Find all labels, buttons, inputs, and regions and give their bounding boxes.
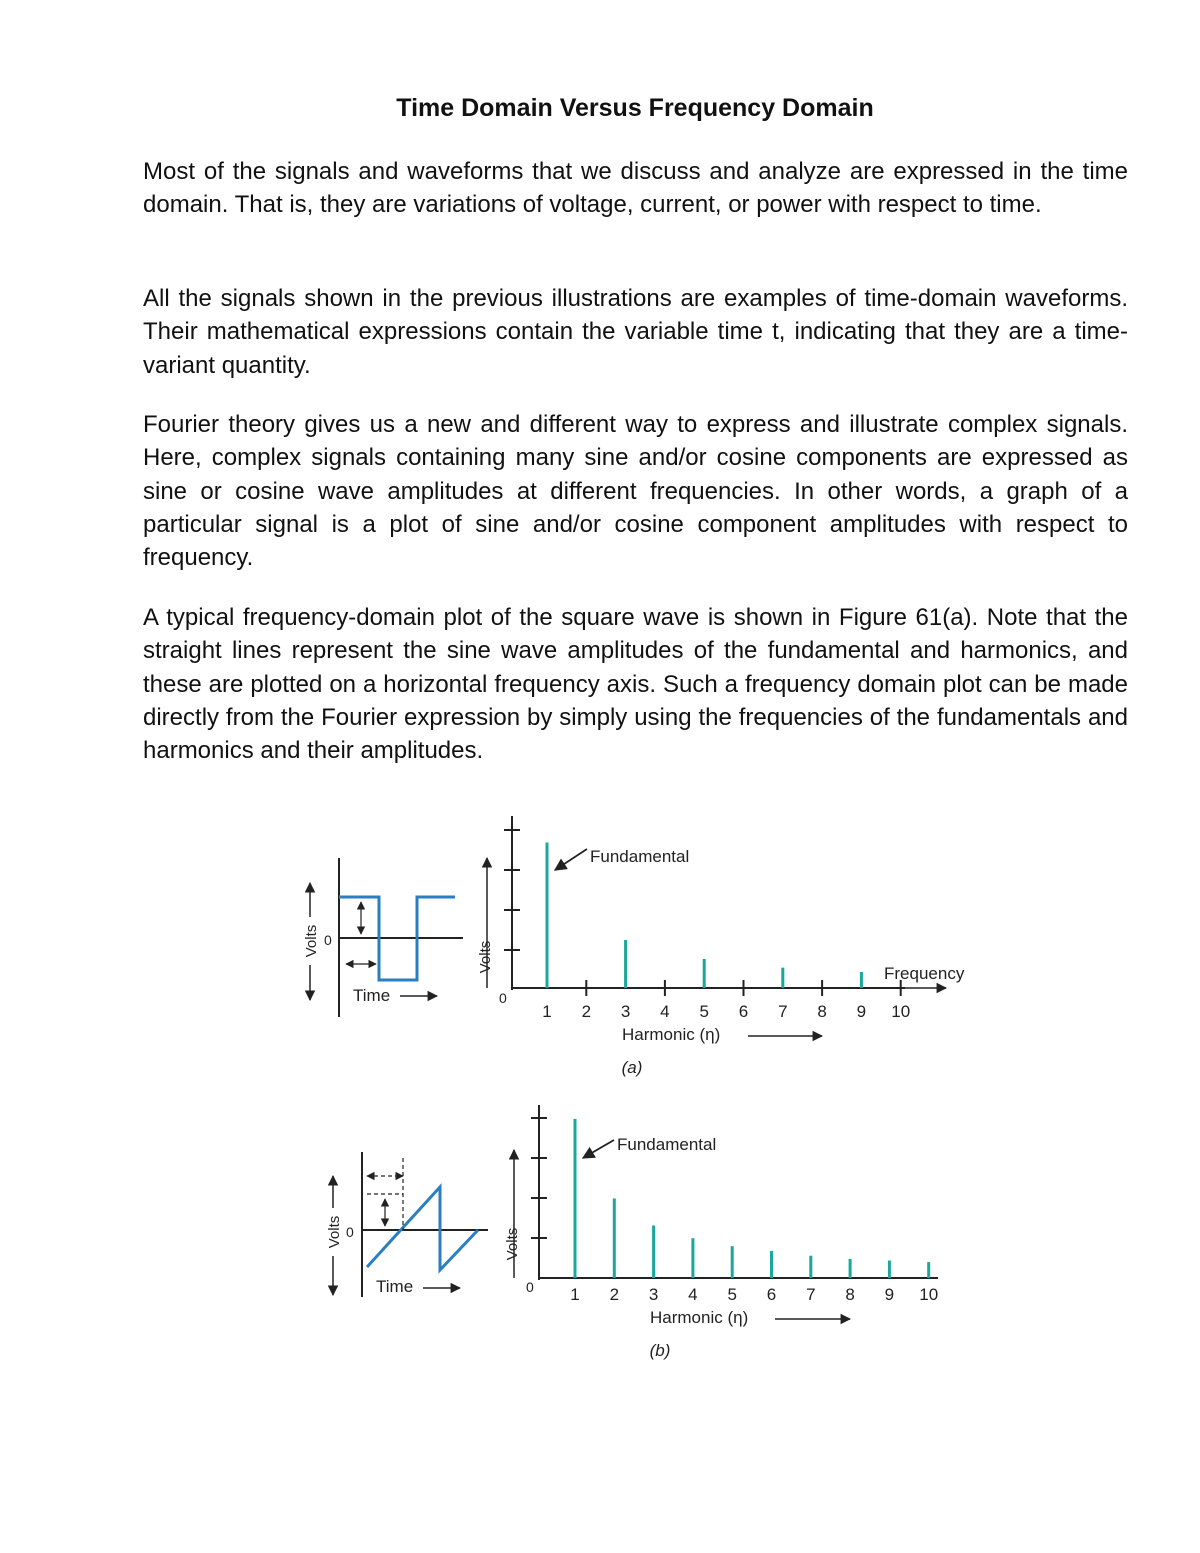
sawtooth-wave-time-plot — [321, 1152, 488, 1297]
tick-label-3: 3 — [620, 1002, 631, 1021]
zero-label: 0 — [346, 1224, 354, 1240]
figure-caption-b: (b) — [649, 1341, 671, 1360]
tick-label-2: 2 — [581, 1002, 592, 1021]
spectrum-bar-4 — [691, 1238, 694, 1278]
sawtooth-spectrum-plot — [504, 1105, 938, 1360]
tick-label-2: 2 — [609, 1285, 620, 1304]
tick-label-4: 4 — [660, 1002, 670, 1021]
tick-label-7: 7 — [778, 1002, 788, 1021]
figure-caption-a: (a) — [621, 1058, 643, 1077]
tick-label-9: 9 — [856, 1002, 867, 1021]
tick-label-6: 6 — [738, 1002, 749, 1021]
volts-label: Volts — [477, 940, 494, 974]
tick-label-9: 9 — [884, 1285, 895, 1304]
spectrum-bar-2 — [613, 1198, 616, 1278]
tick-label-5: 5 — [727, 1285, 737, 1304]
page-title: Time Domain Versus Frequency Domain — [396, 94, 874, 122]
volts-label: Volts — [504, 1227, 521, 1261]
spectrum-bar-8 — [849, 1259, 852, 1278]
spectrum-bar-6 — [770, 1251, 773, 1278]
tick-label-1: 1 — [542, 1002, 552, 1021]
tick-label-4: 4 — [688, 1285, 698, 1304]
spectrum-bar-9 — [888, 1261, 891, 1279]
time-label: Time — [376, 1277, 414, 1296]
volts-label: Volts — [303, 924, 320, 958]
spectrum-bar-3 — [652, 1226, 655, 1279]
time-label: Time — [353, 986, 391, 1005]
paragraph-2: All the signals shown in the previous illustrations are examples of time-domain waveforms. Their mathematical expressions contain the variable time t, indicating that they are a time-variant quantity. — [143, 285, 1129, 379]
spectrum-bar-1 — [574, 1119, 577, 1278]
tick-label-10: 10 — [891, 1002, 911, 1021]
spectrum-bar-10 — [927, 1262, 930, 1278]
paragraph-1: Most of the signals and waveforms that we discuss and analyze are expressed in the time domain. That is, they are variations of voltage, current, or power with respect to time. — [143, 158, 1128, 219]
tick-label-7: 7 — [806, 1285, 816, 1304]
frequency-label: Frequency — [884, 964, 965, 983]
zero-label: 0 — [324, 932, 332, 948]
tick-label-6: 6 — [766, 1285, 777, 1304]
paragraph-3: Fourier theory gives us a new and different way to express and illustrate complex signals. Here, complex signals containing many sine and/or cosine components are expressed as sine or cosine wave amplitudes at different frequencies. In other words, a graph of a particular signal is a plot of sine and/or cosine component amplitudes with respect to frequency. — [143, 411, 1128, 572]
sawtooth-signal — [367, 1187, 478, 1270]
paragraph-4: A typical frequency-domain plot of the square wave is shown in Figure 61(a). Note that the straight lines represent the sine wave amplitudes of the fundamental and harmonics, and these are plotted on a horizontal frequency axis. Such a frequency domain plot can be made directly from the Fourier expression by simply using the frequencies of the fundamentals and harmonics and their amplitudes. — [143, 604, 1128, 765]
volts-label: Volts — [326, 1215, 343, 1249]
tick-label-10: 10 — [919, 1285, 939, 1304]
tick-label-8: 8 — [817, 1002, 827, 1021]
tick-label-8: 8 — [845, 1285, 855, 1304]
harmonic-axis-label: Harmonic (η) — [622, 1025, 721, 1044]
tick-label-3: 3 — [648, 1285, 659, 1304]
tick-label-5: 5 — [699, 1002, 709, 1021]
spectrum-bar-5 — [731, 1246, 734, 1278]
tick-label-1: 1 — [570, 1285, 580, 1304]
harmonic-axis-label: Harmonic (η) — [650, 1308, 749, 1327]
fundamental-annotation: Fundamental — [590, 847, 690, 866]
zero-label: 0 — [499, 990, 507, 1006]
tick-labels-b — [570, 1285, 938, 1304]
zero-label: 0 — [526, 1279, 534, 1295]
spectrum-bar-7 — [809, 1256, 812, 1278]
fundamental-annotation: Fundamental — [617, 1135, 717, 1154]
